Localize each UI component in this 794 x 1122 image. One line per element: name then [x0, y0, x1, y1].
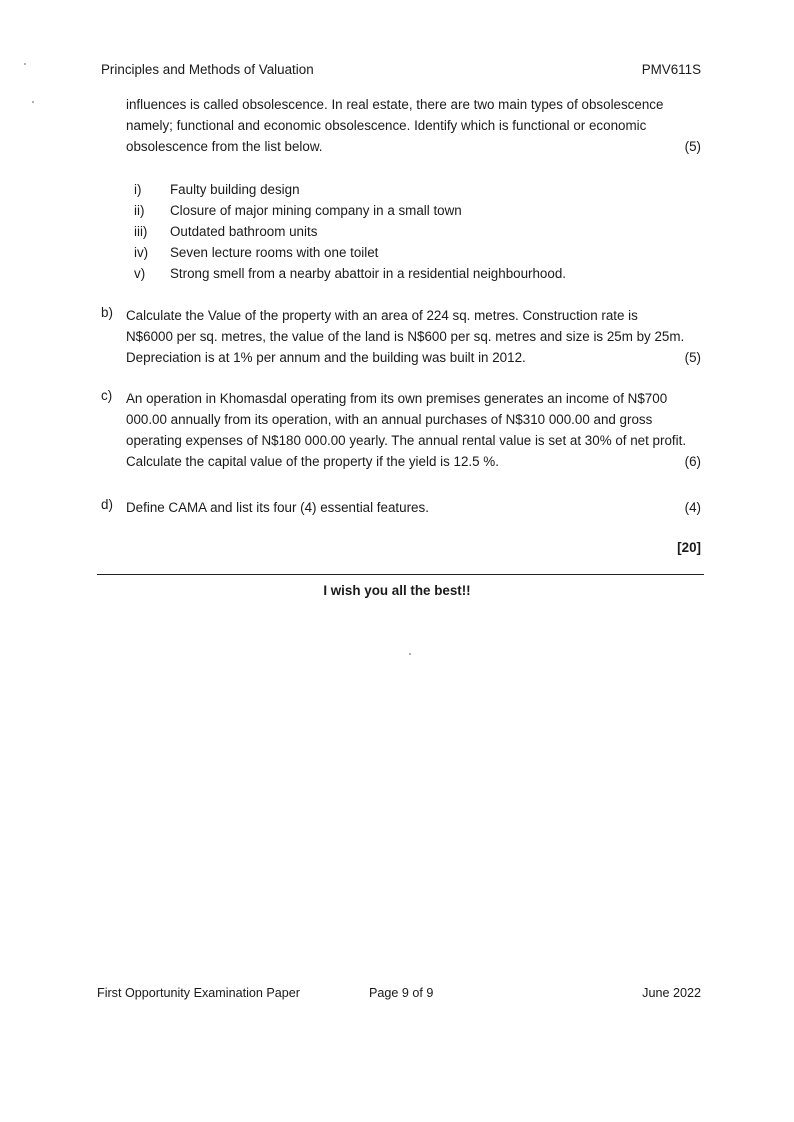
- list-item-number: i): [134, 182, 142, 197]
- question-c-marks: (6): [684, 454, 701, 469]
- question-b-label: b): [101, 305, 113, 320]
- course-code: PMV611S: [641, 62, 701, 77]
- question-b-line-3-row: [126, 347, 701, 368]
- question-c-line-4: Calculate the capital value of the property if the yield is 12.5 %.: [126, 454, 499, 469]
- footer-exam-type: First Opportunity Examination Paper: [97, 986, 300, 1000]
- list-item-number: v): [134, 266, 146, 281]
- question-c-label: c): [101, 388, 113, 403]
- closing-message: I wish you all the best!!: [323, 583, 471, 598]
- list-item-number: iv): [134, 245, 149, 260]
- intro-line-1: influences is called obsolescence. In real estate, there are two main types of obsolescence: [126, 97, 664, 112]
- course-title: Principles and Methods of Valuation: [101, 62, 314, 77]
- list-item-number: ii): [134, 203, 145, 218]
- footer-page-number: Page 9 of 9: [369, 986, 434, 1000]
- scan-speck: [409, 653, 411, 655]
- intro-marks: (5): [684, 139, 701, 154]
- list-item-text: Seven lecture rooms with one toilet: [170, 245, 379, 260]
- scan-speck: [32, 101, 34, 103]
- question-b-line-1: Calculate the Value of the property with an area of 224 sq. metres. Construction rate is: [126, 308, 638, 323]
- question-c: [126, 388, 701, 472]
- list-item-number: iii): [134, 224, 148, 239]
- question-c-line-4-row: [126, 451, 701, 472]
- section-total-marks: [20]: [677, 540, 701, 555]
- question-b: [126, 305, 701, 368]
- question-b-line-2: N$6000 per sq. metres, the value of the land is N$600 per sq. metres and size is 25m by 25m.: [126, 329, 685, 344]
- list-item-text: Strong smell from a nearby abattoir in a residential neighbourhood.: [170, 266, 566, 281]
- list-item-text: Closure of major mining company in a small town: [170, 203, 462, 218]
- list-item-text: Outdated bathroom units: [170, 224, 318, 239]
- question-d-row: [126, 497, 701, 518]
- question-b-line-3: Depreciation is at 1% per annum and the building was built in 2012.: [126, 350, 526, 365]
- list-item: [134, 200, 566, 221]
- page-header: [101, 62, 701, 77]
- intro-line-3: obsolescence from the list below.: [126, 139, 323, 154]
- footer-date: June 2022: [642, 986, 701, 1000]
- list-item: [134, 263, 566, 284]
- intro-paragraph: [126, 94, 701, 157]
- question-c-line-1: An operation in Khomasdal operating from its own premises generates an income of N$700: [126, 391, 668, 406]
- horizontal-divider: [97, 574, 704, 575]
- question-d: [126, 497, 701, 518]
- scan-speck: [24, 63, 26, 65]
- question-b-marks: (5): [684, 350, 701, 365]
- obsolescence-list: [134, 179, 566, 284]
- list-item: [134, 221, 566, 242]
- list-item: [134, 179, 566, 200]
- question-d-label: d): [101, 497, 113, 512]
- question-d-marks: (4): [684, 500, 701, 515]
- question-d-text: Define CAMA and list its four (4) essential features.: [126, 500, 429, 515]
- list-item-text: Faulty building design: [170, 182, 300, 197]
- intro-line-3-row: [126, 136, 701, 157]
- question-c-line-2: 000.00 annually from its operation, with an annual purchases of N$310 000.00 and gross: [126, 412, 653, 427]
- question-c-line-3: operating expenses of N$180 000.00 yearly. The annual rental value is set at 30% of net profit.: [126, 433, 687, 448]
- page-footer: [97, 986, 701, 1000]
- list-item: [134, 242, 566, 263]
- intro-line-2: namely; functional and economic obsolescence. Identify which is functional or economic: [126, 118, 647, 133]
